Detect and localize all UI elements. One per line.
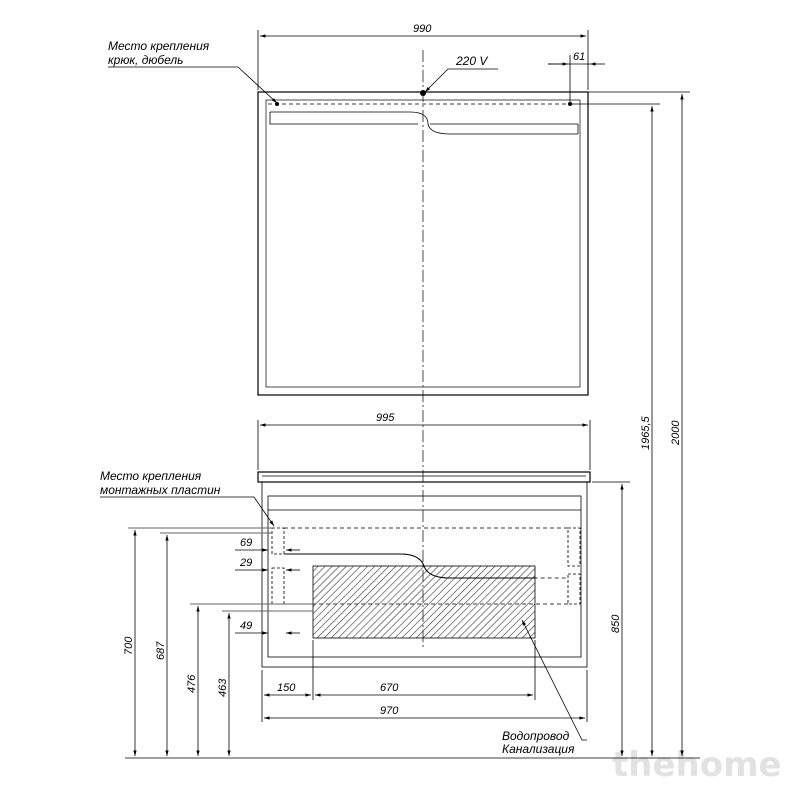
cabinet	[258, 472, 590, 667]
mount-plate-left-upper	[272, 528, 284, 554]
dim-995-text: 995	[376, 412, 395, 424]
mirror-top-panel-lower	[270, 112, 418, 124]
mirror-mount-leader	[108, 67, 277, 103]
dim-1965-text: 1965,5	[640, 416, 652, 450]
dim-463-text: 463	[217, 678, 229, 697]
dim-2000-text: 2000	[670, 420, 682, 445]
power-label: 220 V	[456, 54, 488, 68]
mount-plate-right-lower	[568, 574, 580, 604]
dim-687-text: 687	[155, 641, 167, 660]
water-supply-label: Водопровод	[502, 729, 570, 743]
dim-850-text: 850	[610, 614, 622, 633]
sewer-label: Канализация	[502, 742, 575, 756]
dim-29-text: 29	[240, 557, 253, 569]
watermark: thehome	[612, 745, 782, 785]
dim-990-text: 990	[413, 23, 432, 35]
mirror-mount-label-2: крюк, дюбель	[108, 53, 184, 67]
countertop	[258, 472, 590, 482]
utility-zone	[313, 566, 535, 638]
power-leader	[425, 69, 498, 92]
dim-970-text: 970	[380, 705, 399, 717]
dim-61-text: 61	[573, 51, 586, 63]
cabinet-mount-label-2: монтажных пластин	[100, 483, 221, 497]
dim-700-text: 700	[123, 636, 135, 655]
mirror-top-panel	[270, 112, 578, 134]
cabinet-mount-label-1: Место крепления	[100, 469, 202, 483]
dim-670-text: 670	[380, 682, 399, 694]
dim-49-text: 49	[240, 620, 253, 632]
cabinet-mount-leader	[100, 497, 274, 526]
mount-plate-right-upper	[568, 528, 580, 566]
mirror-mount-label-1: Место крепления	[108, 39, 210, 53]
mount-plate-left-lower	[272, 568, 284, 604]
dim-150-text: 150	[277, 682, 296, 694]
mirror-inner-frame	[266, 100, 580, 387]
dim-476-text: 476	[186, 674, 198, 693]
dim-69-text: 69	[240, 537, 253, 549]
mirror-mount-point-right	[568, 102, 572, 106]
